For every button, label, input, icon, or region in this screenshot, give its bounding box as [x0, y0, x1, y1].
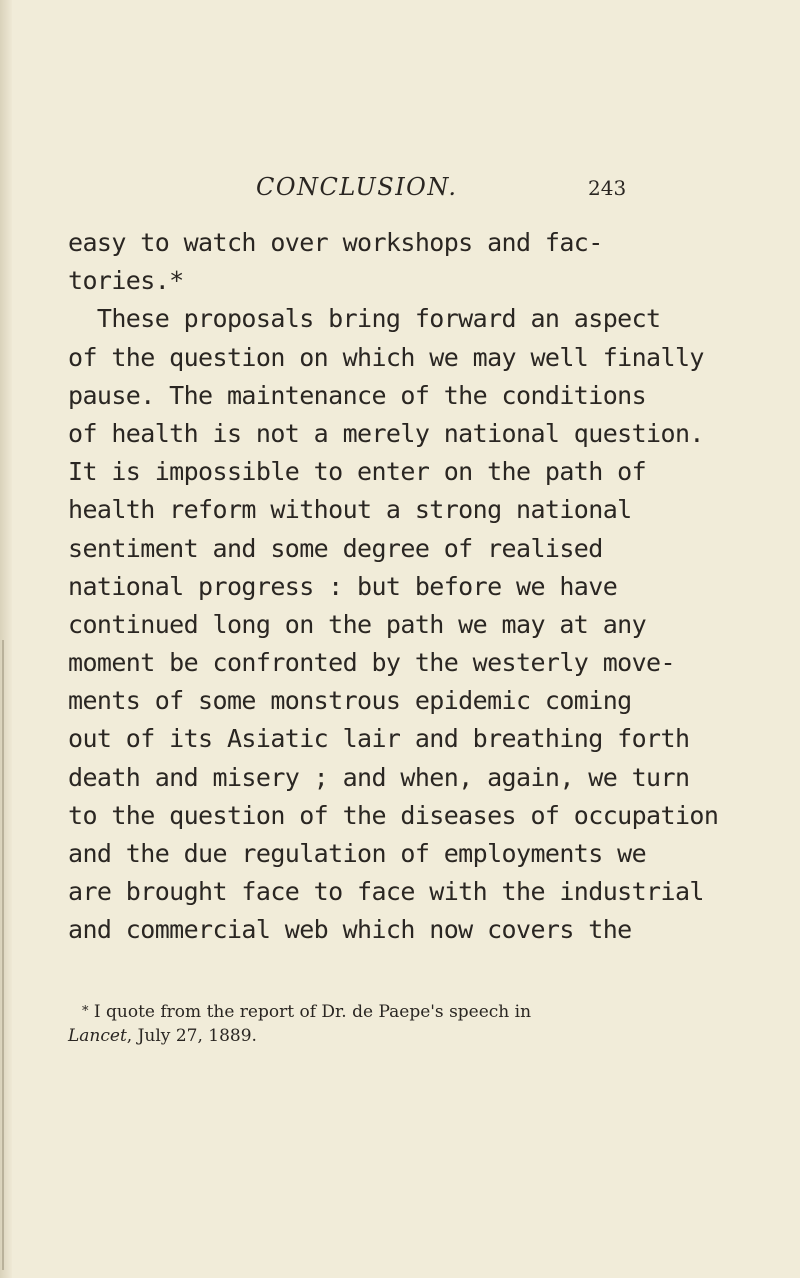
- text-line: and the due regulation of employments we: [68, 839, 647, 868]
- text-line: to the question of the diseases of occupation: [68, 800, 719, 830]
- running-title: CONCLUSION.: [256, 173, 458, 201]
- footnote: [68, 1000, 708, 1048]
- text-line: death and misery ; and when, again, we turn: [68, 762, 690, 792]
- text-line: health reform without a strong national: [68, 495, 632, 525]
- text-line: sentiment and some degree of realised: [68, 533, 603, 563]
- running-head: [0, 170, 800, 204]
- text-line: of health is not a merely national question.: [68, 418, 704, 448]
- footnote-journal: Lancet: [68, 1026, 127, 1046]
- text-line: ments of some monstrous epidemic coming: [68, 686, 632, 716]
- text-line: continued long on the path we may at any: [68, 609, 647, 639]
- text-line: moment be confronted by the westerly move-: [68, 648, 675, 678]
- text-line: out of its Asiatic lair and breathing forth: [68, 724, 690, 754]
- text-line: and commercial web which now covers the: [68, 915, 632, 945]
- text-line: tories.*: [68, 266, 184, 296]
- text-line: are brought face to face with the industrial: [68, 877, 704, 907]
- text-line: pause. The maintenance of the conditions: [68, 380, 647, 410]
- text-line: easy to watch over workshops and fac-: [68, 228, 603, 257]
- gutter-line: [2, 640, 4, 1270]
- footnote-marker: *: [82, 1004, 89, 1019]
- text-line: It is impossible to enter on the path of: [68, 457, 647, 487]
- text-line: national progress : but before we have: [68, 571, 618, 601]
- text-line: These proposals bring forward an aspect: [68, 304, 661, 334]
- footnote-text: I quote from the report of Dr. de Paepe's speech in: [93, 1002, 532, 1022]
- body-text: [68, 224, 719, 950]
- footnote-date: , July 27, 1889.: [126, 1026, 257, 1046]
- footnote-line-2: [68, 1024, 708, 1048]
- page-number: 243: [588, 176, 627, 200]
- text-line: of the question on which we may well finally: [68, 342, 704, 372]
- footnote-line-1: [68, 1000, 708, 1024]
